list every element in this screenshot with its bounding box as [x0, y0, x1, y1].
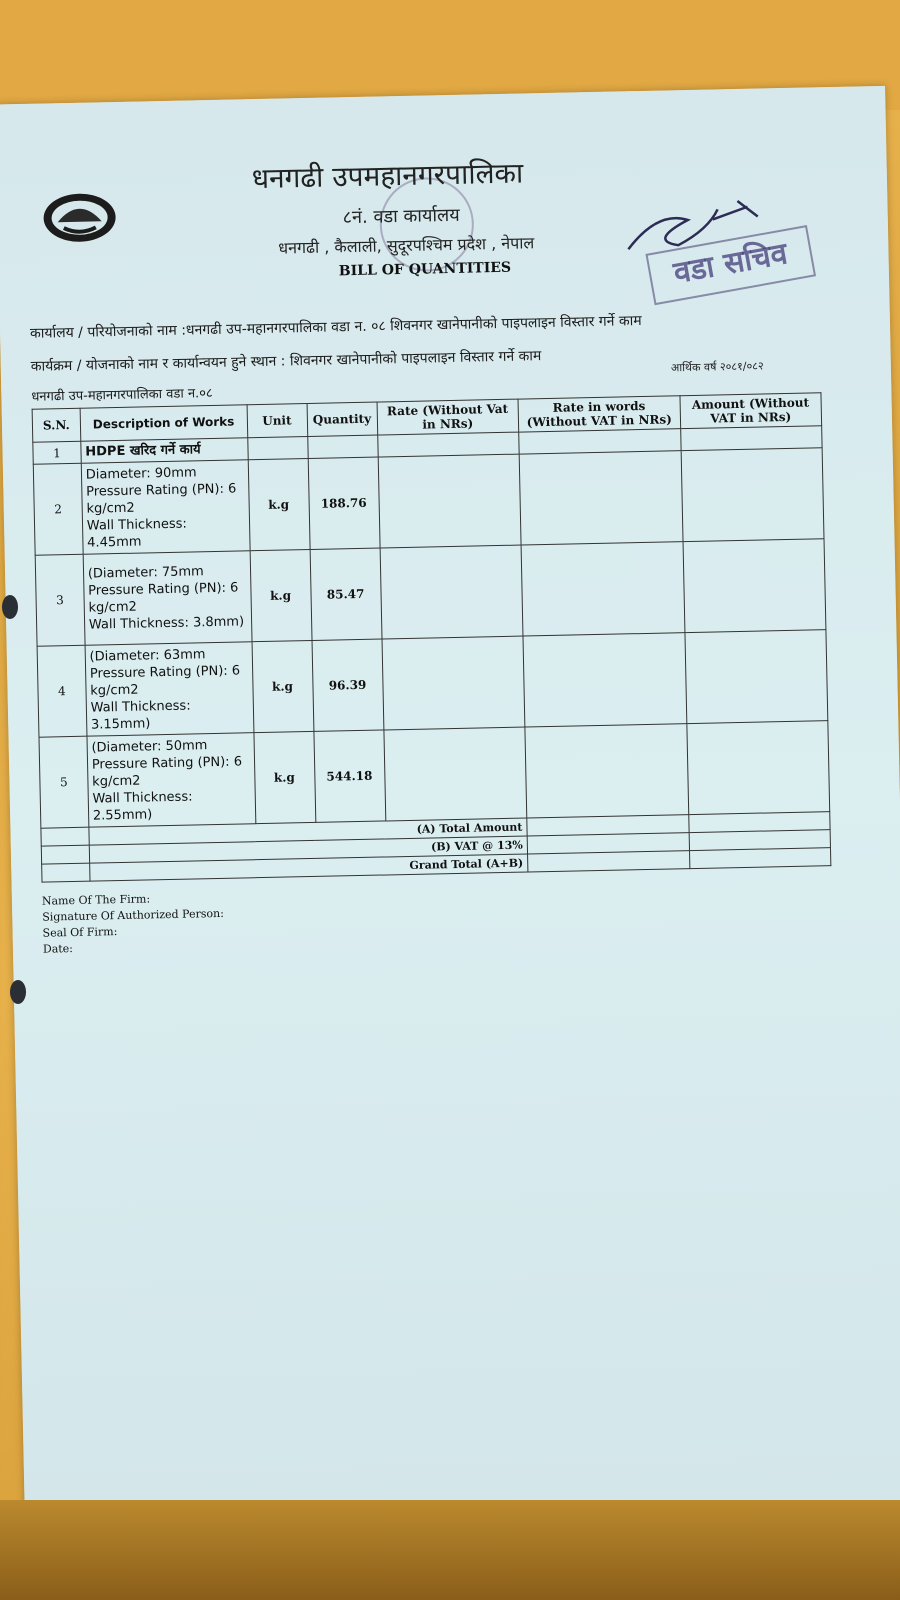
- cell-description: (Diameter: 50mm Pressure Rating (PN): 6 kg/cm2 Wall Thickness: 2.55mm): [87, 733, 256, 827]
- cell-sn: 2: [33, 463, 83, 555]
- municipality-title: धनगढी उपमहानगरपालिका: [251, 156, 524, 196]
- cell-empty: [528, 851, 690, 872]
- cell-rate: [377, 432, 519, 457]
- cell-quantity: 188.76: [308, 457, 380, 549]
- footer-fields: [42, 890, 225, 958]
- cell-rate-words: [519, 451, 683, 545]
- cell-amount: [681, 448, 824, 542]
- cell-sn: 5: [39, 736, 89, 828]
- project-name-line: कार्यालय / परियोजनाको नाम :धनगढी उप-महानगरपालिका वडा न. ०८ शिवनगर खानेपानीको पाइपलाइन विस्तार गर्ने काम: [29, 312, 642, 342]
- table-row: [37, 630, 828, 738]
- cell-rate: [382, 636, 525, 730]
- document-page: [0, 86, 900, 1524]
- cell-description: Diameter: 90mm Pressure Rating (PN): 6 kg/cm2 Wall Thickness: 4.45mm: [81, 460, 250, 554]
- cell-unit: k.g: [253, 731, 315, 823]
- cell-empty: [41, 845, 89, 864]
- cell-unit: k.g: [248, 459, 310, 551]
- nepal-emblem-icon: [39, 187, 120, 249]
- cell-quantity: 96.39: [312, 639, 384, 731]
- binder-hole: [10, 980, 26, 1004]
- cell-amount: [686, 721, 829, 815]
- grand-total-value: [689, 848, 831, 869]
- grand-total-label: Grand Total (A+B): [89, 854, 527, 881]
- cell-description: HDPE खरिद गर्ने कार्य: [81, 438, 248, 463]
- binder-hole: [2, 595, 18, 619]
- header-description: Description of Works: [80, 405, 247, 441]
- signature-label: Signature Of Authorized Person:: [42, 906, 224, 924]
- table-row: [35, 539, 826, 647]
- fiscal-year: आर्थिक वर्ष २०८१/०८२: [670, 359, 764, 375]
- cell-quantity: 85.47: [310, 548, 382, 640]
- bill-of-quantities-table: [32, 392, 832, 882]
- seal-label: Seal Of Firm:: [42, 925, 118, 940]
- ward-office-title: ८नं. वडा कार्यालय: [342, 204, 460, 229]
- firm-name-label: Name Of The Firm:: [41, 892, 151, 908]
- table-row: [39, 721, 830, 829]
- ward-secretary-stamp: वडा सचिव: [645, 225, 816, 305]
- cell-quantity: 544.18: [313, 730, 385, 822]
- program-name-line: कार्यक्रम / योजनाको नाम र कार्यान्वयन हुने स्थान : शिवनगर खानेपानीको पाइपलाइन विस्तार गर्ने काम: [30, 348, 542, 375]
- office-name-line: धनगढी उप-महानगरपालिका वडा न.०८: [31, 385, 213, 405]
- cell-rate-words: [525, 724, 689, 818]
- cell-sn: 4: [37, 645, 87, 737]
- header-quantity: Quantity: [307, 402, 378, 436]
- cell-rate-words: [523, 633, 687, 727]
- cell-rate: [384, 727, 527, 821]
- table-row: [33, 448, 824, 556]
- cell-description: (Diameter: 75mm Pressure Rating (PN): 6 kg/cm2 Wall Thickness: 3.8mm): [83, 551, 252, 645]
- cell-unit: k.g: [252, 640, 314, 732]
- cell-sn: 3: [35, 554, 85, 646]
- cell-unit: k.g: [250, 549, 312, 641]
- cell-amount: [680, 426, 822, 451]
- cell-unit: [247, 437, 307, 460]
- header-rate: Rate (Without Vat in NRs): [377, 399, 519, 435]
- date-label: Date:: [42, 942, 74, 956]
- cell-empty: [42, 863, 90, 882]
- cell-rate: [380, 545, 523, 639]
- cell-description: (Diameter: 63mm Pressure Rating (PN): 6 kg/cm2 Wall Thickness: 3.15mm): [85, 642, 254, 736]
- document-title: BILL OF QUANTITIES: [338, 259, 512, 280]
- cell-amount: [685, 630, 828, 724]
- header-unit: Unit: [247, 404, 308, 438]
- header-amount: Amount (Without VAT in NRs): [680, 393, 822, 429]
- cell-amount: [683, 539, 826, 633]
- cell-rate: [378, 454, 521, 548]
- cell-rate-words: [521, 542, 685, 636]
- cell-quantity: [307, 435, 378, 458]
- cell-sn: 1: [33, 441, 81, 464]
- header-rate-words: Rate in words (Without VAT in NRs): [518, 396, 680, 432]
- address-line: धनगढी , कैलाली, सुदूरपश्चिम प्रदेश , नेपाल: [278, 233, 535, 258]
- vat-label: (B) VAT @ 13%: [89, 836, 527, 863]
- total-amount-label: (A) Total Amount: [89, 818, 527, 845]
- folder-background-bottom: [0, 1500, 900, 1600]
- header-sn: S.N.: [32, 408, 80, 442]
- cell-empty: [41, 827, 89, 846]
